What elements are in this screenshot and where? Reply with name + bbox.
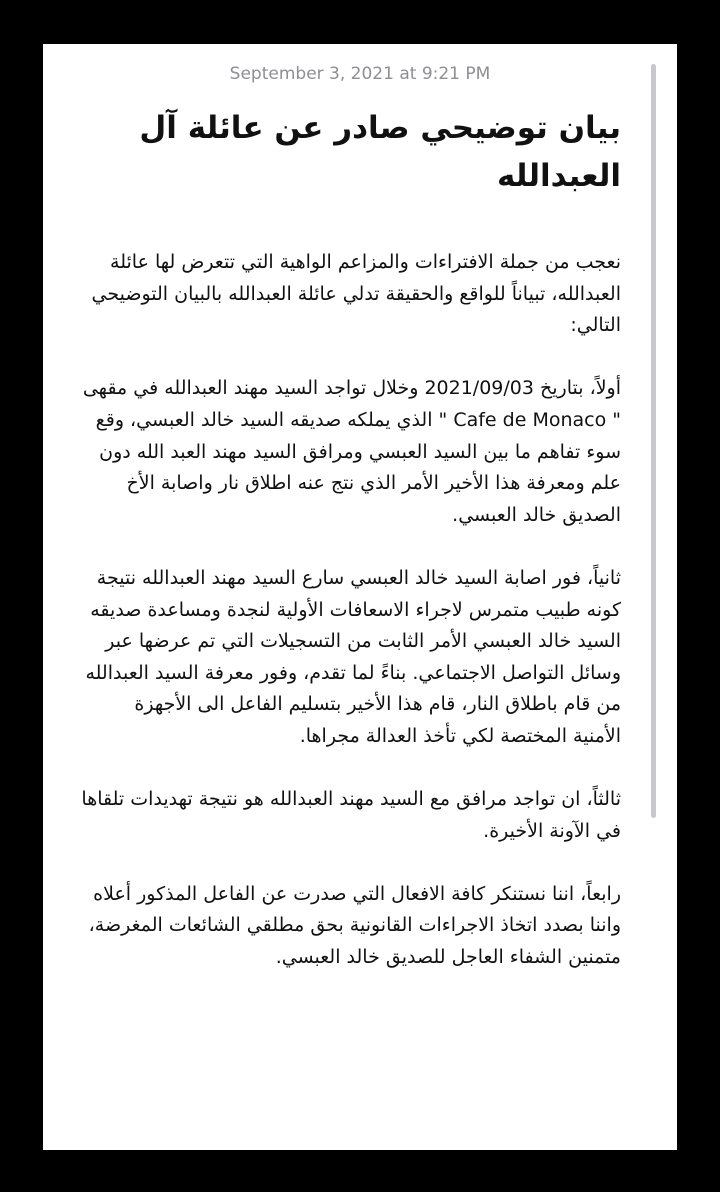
blank-line [81,531,621,563]
blank-line [81,200,621,247]
note-content[interactable] [81,104,621,974]
scrollbar[interactable] [651,64,656,818]
paragraph-third: ثالثاً، ان تواجد مرافق مع السيد مهند العبدالله هو نتيجة تهديدات تلقاها في الآونة الأخيرة. [81,788,621,842]
note-timestamp: September 3, 2021 at 9:21 PM [229,64,491,84]
note-screen [43,44,677,1150]
paragraph-second: ثانياً، فور اصابة السيد خالد العبسي سارع السيد مهند العبدالله نتيجة كونه طبيب متمرس لاجراء الاسعافات الأولية لنجدة ومساعدة صديقه السيد خالد العبسي الأمر الثابت من التسجيلات التي تم عرضها عبر وسائل التواصل الاجتماعي. بناءً لما تقدم، وفور معرفة السيد العبدالله من قام باطلاق النار، قام هذا الأخير بتسليم الفاعل الى الأجهزة الأمنية المختصة لكي تأخذ العدالة مجراها. [85,566,621,747]
note-title: بيان توضيحي صادر عن عائلة آل العبدالله [139,110,621,194]
blank-line [81,753,621,785]
paragraph-first: أولاً، بتاريخ 2021/09/03 وخلال تواجد السيد مهند العبدالله في مقهى " Cafe de Monaco " الذي يملكه صديقه السيد خالد العبسي، وقع سوء تفاهم ما بين السيد العبسي ومرافق السيد مهند العبد الله دون علم ومعرفة هذا الأخير الأمر الذي نتج عنه اطلاق نار واصابة الأخ الصديق خالد العبسي. [82,377,621,526]
blank-line [81,342,621,374]
paragraph-fourth: رابعاً، اننا نستنكر كافة الافعال التي صدرت عن الفاعل المذكور أعلاه واننا بصدد اتخاذ الاجراءات القانونية بحق مطلقي الشائعات المغرضة، متمنين الشفاء العاجل للصديق خالد العبسي. [88,882,621,969]
paragraph-intro: نعجب من جملة الافتراءات والمزاعم الواهية التي تتعرض لها عائلة العبدالله، تبياناً للواقع والحقيقة تدلي عائلة العبدالله بالبيان التوضيحي التالي: [91,251,621,337]
blank-line [81,847,621,879]
